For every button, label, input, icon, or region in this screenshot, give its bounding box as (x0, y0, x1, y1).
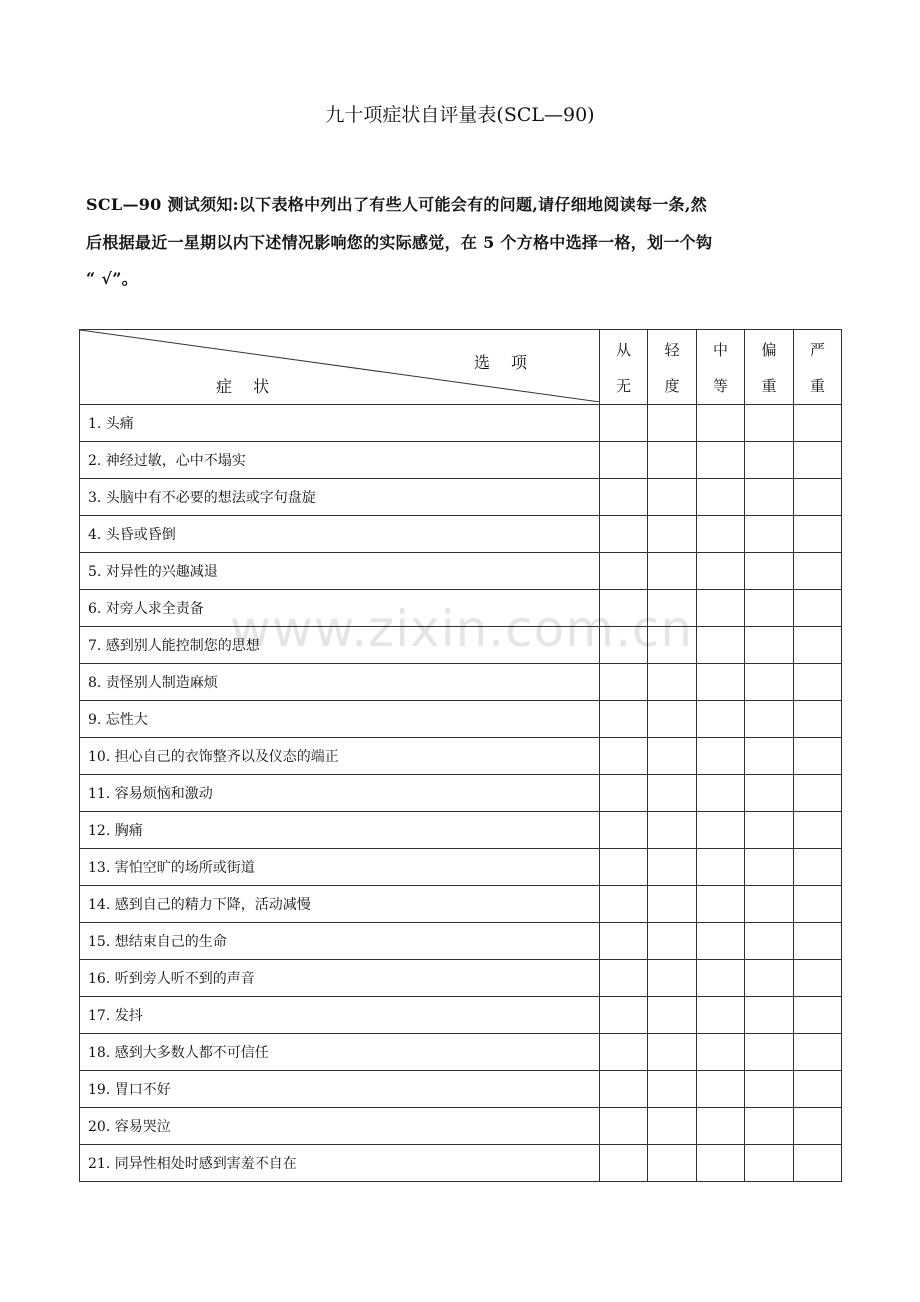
rating-cell[interactable] (745, 1145, 794, 1182)
rating-cell[interactable] (745, 997, 794, 1034)
symptom-label: 15. 想结束自己的生命 (80, 923, 600, 960)
rating-cell[interactable] (648, 590, 697, 627)
symptom-label: 5. 对异性的兴趣减退 (80, 553, 600, 590)
table-row (80, 627, 842, 664)
symptom-table (79, 329, 842, 1182)
symptom-label: 16. 听到旁人听不到的声音 (80, 960, 600, 997)
rating-cell[interactable] (600, 479, 648, 516)
table-row (80, 1145, 842, 1182)
rating-cell[interactable] (697, 1108, 745, 1145)
rating-cell[interactable] (745, 442, 794, 479)
table-row (80, 479, 842, 516)
symptom-label: 11. 容易烦恼和激动 (80, 775, 600, 812)
rating-cell[interactable] (794, 664, 842, 701)
symptom-label: 10. 担心自己的衣饰整齐以及仪态的端正 (80, 738, 600, 775)
rating-cell[interactable] (794, 997, 842, 1034)
rating-cell[interactable] (600, 701, 648, 738)
col-header-severe (745, 330, 794, 405)
symptom-label: 3. 头脑中有不必要的想法或字句盘旋 (80, 479, 600, 516)
rating-cell[interactable] (745, 886, 794, 923)
rating-cell[interactable] (794, 479, 842, 516)
rating-cell[interactable] (648, 849, 697, 886)
rating-cell[interactable] (745, 516, 794, 553)
rating-cell[interactable] (794, 775, 842, 812)
col-header-label: 轻 (664, 341, 680, 359)
rating-cell[interactable] (794, 1071, 842, 1108)
rating-cell[interactable] (648, 886, 697, 923)
symptom-label: 12. 胸痛 (80, 812, 600, 849)
rating-cell[interactable] (600, 923, 648, 960)
col-header-label: 偏 (761, 341, 777, 359)
rating-cell[interactable] (697, 553, 745, 590)
col-header-label: 等 (712, 377, 728, 395)
intro-line-3: “ √”。 (86, 269, 138, 288)
rating-cell[interactable] (697, 479, 745, 516)
col-header-label: 无 (615, 377, 631, 395)
rating-cell[interactable] (794, 553, 842, 590)
rating-cell[interactable] (745, 1071, 794, 1108)
col-header-label: 从 (615, 341, 631, 359)
rating-cell[interactable] (745, 664, 794, 701)
rating-cell[interactable] (794, 442, 842, 479)
rating-cell[interactable] (745, 627, 794, 664)
rating-cell[interactable] (648, 997, 697, 1034)
rating-cell[interactable] (745, 553, 794, 590)
symptom-label: 1. 头痛 (80, 405, 600, 442)
rating-cell[interactable] (600, 1145, 648, 1182)
diagonal-header-cell (80, 330, 600, 405)
rating-cell[interactable] (600, 553, 648, 590)
rating-cell[interactable] (600, 590, 648, 627)
symptom-label: 17. 发抖 (80, 997, 600, 1034)
watermark: www.zixin.com.cn (230, 600, 694, 658)
rating-cell[interactable] (600, 442, 648, 479)
rating-cell[interactable] (697, 812, 745, 849)
rating-cell[interactable] (794, 1108, 842, 1145)
table-header-row (80, 330, 842, 405)
rating-cell[interactable] (697, 923, 745, 960)
rating-cell[interactable] (600, 627, 648, 664)
table-row (80, 405, 842, 442)
symptom-label: 18. 感到大多数人都不可信任 (80, 1034, 600, 1071)
col-header-extreme (794, 330, 842, 405)
table-row (80, 775, 842, 812)
table-row (80, 923, 842, 960)
col-header-none (600, 330, 648, 405)
table-row (80, 997, 842, 1034)
col-header-label: 度 (664, 377, 680, 395)
rating-cell[interactable] (745, 775, 794, 812)
symptom-label: 13. 害怕空旷的场所或街道 (80, 849, 600, 886)
symptom-label: 4. 头昏或昏倒 (80, 516, 600, 553)
rating-cell[interactable] (697, 405, 745, 442)
rating-cell[interactable] (697, 701, 745, 738)
rating-cell[interactable] (600, 1034, 648, 1071)
rating-cell[interactable] (745, 701, 794, 738)
rating-cell[interactable] (794, 405, 842, 442)
rating-cell[interactable] (600, 664, 648, 701)
rating-cell[interactable] (648, 812, 697, 849)
table-row (80, 886, 842, 923)
rating-cell[interactable] (794, 886, 842, 923)
rating-cell[interactable] (600, 960, 648, 997)
rating-cell[interactable] (745, 405, 794, 442)
rating-cell[interactable] (794, 1034, 842, 1071)
rating-cell[interactable] (697, 1071, 745, 1108)
rating-cell[interactable] (697, 590, 745, 627)
rating-cell[interactable] (648, 1071, 697, 1108)
rating-cell[interactable] (794, 701, 842, 738)
symptom-label: 7. 感到别人能控制您的思想 (80, 627, 600, 664)
intro-line-2: 后根据最近一星期以内下述情况影响您的实际感觉，在 5 个方格中选择一格，划一个钩 (86, 233, 713, 252)
rating-cell[interactable] (794, 960, 842, 997)
table-row (80, 664, 842, 701)
rating-cell[interactable] (648, 923, 697, 960)
rating-cell[interactable] (600, 775, 648, 812)
rating-cell[interactable] (745, 812, 794, 849)
rating-cell[interactable] (648, 664, 697, 701)
table-row (80, 1034, 842, 1071)
rating-cell[interactable] (794, 849, 842, 886)
rating-cell[interactable] (648, 516, 697, 553)
table-row (80, 701, 842, 738)
rating-cell[interactable] (745, 590, 794, 627)
table-row (80, 738, 842, 775)
table-row (80, 442, 842, 479)
table-row (80, 849, 842, 886)
rating-cell[interactable] (697, 738, 745, 775)
symptom-label: 14. 感到自己的精力下降，活动减慢 (80, 886, 600, 923)
rating-cell[interactable] (697, 442, 745, 479)
rating-cell[interactable] (648, 405, 697, 442)
col-header-label: 重 (761, 377, 777, 395)
rating-cell[interactable] (745, 960, 794, 997)
rating-cell[interactable] (794, 812, 842, 849)
symptom-label: 21. 同异性相处时感到害羞不自在 (80, 1145, 600, 1182)
rating-cell[interactable] (794, 923, 842, 960)
rating-cell[interactable] (697, 627, 745, 664)
col-header-moderate (697, 330, 745, 405)
page-title: 九十项症状自评量表(SCL—90) (325, 104, 595, 126)
symptom-label: 2. 神经过敏，心中不塌实 (80, 442, 600, 479)
table-row (80, 960, 842, 997)
symptom-label: 19. 胃口不好 (80, 1071, 600, 1108)
rating-cell[interactable] (648, 775, 697, 812)
col-header-label: 中 (712, 341, 728, 359)
table-row (80, 516, 842, 553)
intro-line-1: SCL—90 测试须知:以下表格中列出了有些人可能会有的问题,请仔细地阅读每一条,然 (86, 195, 708, 214)
rating-cell[interactable] (697, 997, 745, 1034)
rating-cell[interactable] (697, 1145, 745, 1182)
symptom-label: 8. 责怪别人制造麻烦 (80, 664, 600, 701)
col-header-label: 重 (809, 377, 825, 395)
rating-cell[interactable] (600, 1108, 648, 1145)
rating-cell[interactable] (794, 738, 842, 775)
rating-cell[interactable] (600, 738, 648, 775)
rating-cell[interactable] (600, 516, 648, 553)
rating-cell[interactable] (648, 738, 697, 775)
rating-cell[interactable] (600, 997, 648, 1034)
rating-cell[interactable] (600, 849, 648, 886)
symptom-label: 9. 忘性大 (80, 701, 600, 738)
rating-cell[interactable] (600, 1071, 648, 1108)
symptom-label: 20. 容易哭泣 (80, 1108, 600, 1145)
rating-cell[interactable] (697, 664, 745, 701)
rating-cell[interactable] (648, 553, 697, 590)
rating-cell[interactable] (600, 812, 648, 849)
rating-cell[interactable] (648, 442, 697, 479)
rating-cell[interactable] (745, 1108, 794, 1145)
rating-cell[interactable] (648, 479, 697, 516)
table-row (80, 590, 842, 627)
rating-cell[interactable] (745, 479, 794, 516)
rating-cell[interactable] (697, 886, 745, 923)
rating-cell[interactable] (600, 405, 648, 442)
rating-cell[interactable] (648, 1034, 697, 1071)
table-row (80, 553, 842, 590)
rating-cell[interactable] (648, 1145, 697, 1182)
symptom-label: 6. 对旁人求全责备 (80, 590, 600, 627)
rating-cell[interactable] (794, 1145, 842, 1182)
rating-cell[interactable] (600, 886, 648, 923)
table-row (80, 812, 842, 849)
rating-cell[interactable] (697, 1034, 745, 1071)
rating-cell[interactable] (648, 960, 697, 997)
rating-cell[interactable] (745, 1034, 794, 1071)
rating-cell[interactable] (794, 516, 842, 553)
rating-cell[interactable] (794, 590, 842, 627)
rating-cell[interactable] (697, 775, 745, 812)
table-row (80, 1108, 842, 1145)
col-header-label: 严 (809, 341, 825, 359)
rating-cell[interactable] (648, 701, 697, 738)
rating-cell[interactable] (745, 738, 794, 775)
rating-cell[interactable] (745, 849, 794, 886)
rating-cell[interactable] (697, 960, 745, 997)
rating-cell[interactable] (648, 627, 697, 664)
rating-cell[interactable] (697, 516, 745, 553)
rating-cell[interactable] (697, 849, 745, 886)
rating-cell[interactable] (745, 923, 794, 960)
rating-cell[interactable] (794, 627, 842, 664)
header-symptoms-label: 症 状 (216, 377, 278, 396)
col-header-mild (648, 330, 697, 405)
rating-cell[interactable] (648, 1108, 697, 1145)
header-options-label: 选 项 (473, 353, 535, 372)
table-row (80, 1071, 842, 1108)
